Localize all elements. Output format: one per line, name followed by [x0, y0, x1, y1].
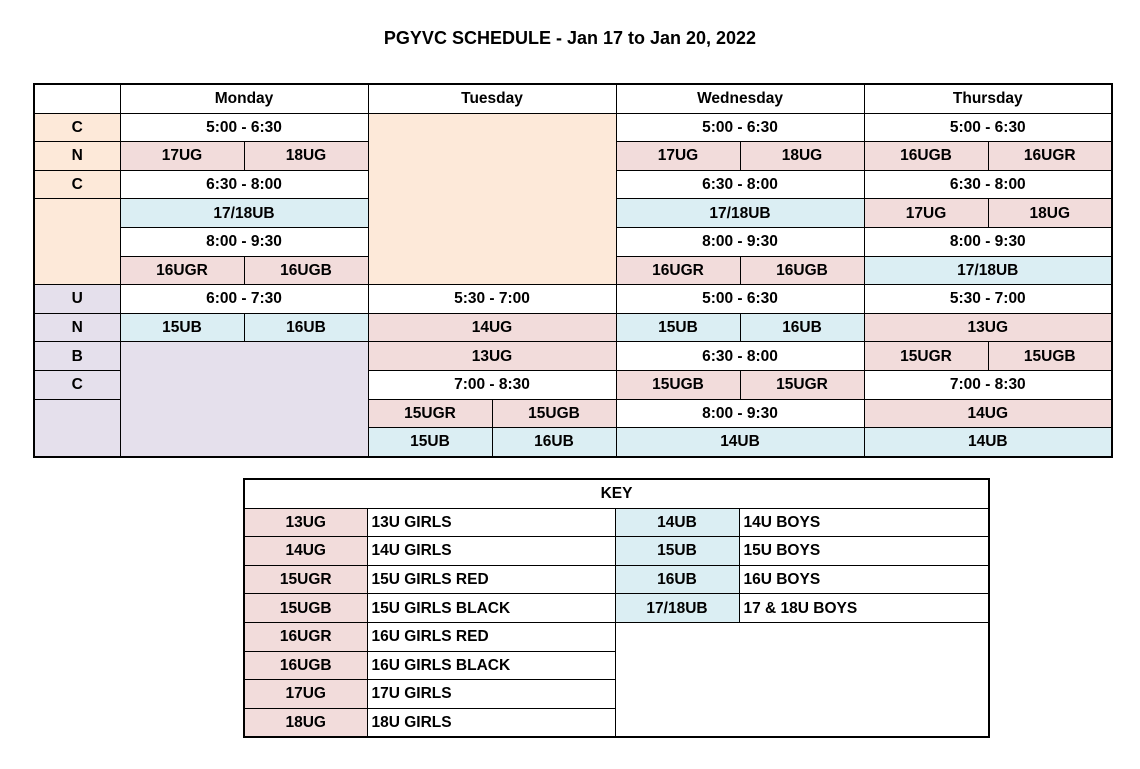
team-cell: 16UGR: [616, 256, 740, 285]
team-cell: 15UGR: [740, 370, 864, 399]
key-desc: 13U GIRLS: [367, 508, 615, 537]
team-cell: 17/18UB: [864, 256, 1112, 285]
key-desc: 16U BOYS: [739, 565, 989, 594]
time-slot: 5:00 - 6:30: [864, 113, 1112, 142]
key-desc: 15U GIRLS RED: [367, 565, 615, 594]
day-header-wednesday: Wednesday: [616, 84, 864, 113]
unbc-letter: B: [34, 342, 120, 371]
key-code: 18UG: [244, 708, 367, 737]
key-code: 17UG: [244, 680, 367, 709]
time-slot: 5:00 - 6:30: [616, 285, 864, 314]
team-cell: 16UB: [492, 428, 616, 457]
key-code: 15UGB: [244, 594, 367, 623]
key-desc: 17U GIRLS: [367, 680, 615, 709]
team-cell: 15UGR: [368, 399, 492, 428]
time-slot: 6:30 - 8:00: [120, 170, 368, 199]
team-cell: 16UGB: [864, 142, 988, 171]
time-slot: 8:00 - 9:30: [864, 227, 1112, 256]
key-title: KEY: [244, 479, 989, 508]
key-code: 15UB: [615, 537, 739, 566]
page-title: PGYVC SCHEDULE - Jan 17 to Jan 20, 2022: [383, 28, 757, 48]
key-desc: 14U BOYS: [739, 508, 989, 537]
schedule-table: [33, 83, 1113, 458]
unbc-letter: N: [34, 313, 120, 342]
time-slot: 5:00 - 6:30: [616, 113, 864, 142]
team-cell: 16UGR: [120, 256, 244, 285]
team-cell: 17UG: [616, 142, 740, 171]
team-cell: 15UGB: [492, 399, 616, 428]
key-desc: 16U GIRLS BLACK: [367, 651, 615, 680]
team-cell: 14UB: [616, 428, 864, 457]
team-cell: 15UB: [120, 313, 244, 342]
key-code: 14UB: [615, 508, 739, 537]
team-cell: 15UGR: [864, 342, 988, 371]
monday-unbc-empty: [120, 342, 368, 457]
team-cell: 18UG: [244, 142, 368, 171]
key-desc: 17 & 18U BOYS: [739, 594, 989, 623]
team-cell: 13UG: [368, 342, 616, 371]
key-desc: 15U BOYS: [739, 537, 989, 566]
time-slot: 6:30 - 8:00: [864, 170, 1112, 199]
unbc-letter-empty: [34, 399, 120, 457]
unbc-letter: C: [34, 370, 120, 399]
key-desc: 16U GIRLS RED: [367, 622, 615, 651]
team-cell: 14UB: [864, 428, 1112, 457]
time-slot: 7:00 - 8:30: [864, 370, 1112, 399]
cnc-letter: C: [34, 113, 120, 142]
time-slot: 8:00 - 9:30: [120, 227, 368, 256]
team-cell: 13UG: [864, 313, 1112, 342]
team-cell: 15UB: [616, 313, 740, 342]
time-slot: 5:00 - 6:30: [120, 113, 368, 142]
team-cell: 15UB: [368, 428, 492, 457]
key-desc: 14U GIRLS: [367, 537, 615, 566]
time-slot: 7:00 - 8:30: [368, 370, 616, 399]
time-slot: 5:30 - 7:00: [368, 285, 616, 314]
team-cell: 16UGR: [988, 142, 1112, 171]
cnc-letter: C: [34, 170, 120, 199]
day-header-monday: Monday: [120, 84, 368, 113]
day-header-tuesday: Tuesday: [368, 84, 616, 113]
team-cell: 17UG: [120, 142, 244, 171]
corner-cell: [34, 84, 120, 113]
team-cell: 17/18UB: [616, 199, 864, 228]
team-cell: 15UGB: [616, 370, 740, 399]
key-desc: 18U GIRLS: [367, 708, 615, 737]
key-code: 17/18UB: [615, 594, 739, 623]
time-slot: 6:00 - 7:30: [120, 285, 368, 314]
day-header-thursday: Thursday: [864, 84, 1112, 113]
time-slot: 5:30 - 7:00: [864, 285, 1112, 314]
key-table: [243, 478, 990, 738]
team-cell: 14UG: [368, 313, 616, 342]
key-code: 16UB: [615, 565, 739, 594]
key-empty-area: [615, 622, 989, 737]
team-cell: 18UG: [740, 142, 864, 171]
team-cell: 17/18UB: [120, 199, 368, 228]
key-desc: 15U GIRLS BLACK: [367, 594, 615, 623]
team-cell: 16UGB: [244, 256, 368, 285]
header-row: [34, 84, 1112, 113]
key-code: 15UGR: [244, 565, 367, 594]
team-cell: 16UGB: [740, 256, 864, 285]
team-cell: 17UG: [864, 199, 988, 228]
time-slot: 6:30 - 8:00: [616, 170, 864, 199]
team-cell: 16UB: [740, 313, 864, 342]
key-code: 13UG: [244, 508, 367, 537]
key-code: 16UGR: [244, 622, 367, 651]
tuesday-cnc-empty: [368, 113, 616, 285]
team-cell: 16UB: [244, 313, 368, 342]
team-cell: 14UG: [864, 399, 1112, 428]
team-cell: 15UGB: [988, 342, 1112, 371]
key-code: 16UGB: [244, 651, 367, 680]
cnc-letter: N: [34, 142, 120, 171]
time-slot: 6:30 - 8:00: [616, 342, 864, 371]
time-slot: 8:00 - 9:30: [616, 227, 864, 256]
key-code: 14UG: [244, 537, 367, 566]
unbc-letter: U: [34, 285, 120, 314]
team-cell: 18UG: [988, 199, 1112, 228]
cnc-letter-empty: [34, 199, 120, 285]
time-slot: 8:00 - 9:30: [616, 399, 864, 428]
